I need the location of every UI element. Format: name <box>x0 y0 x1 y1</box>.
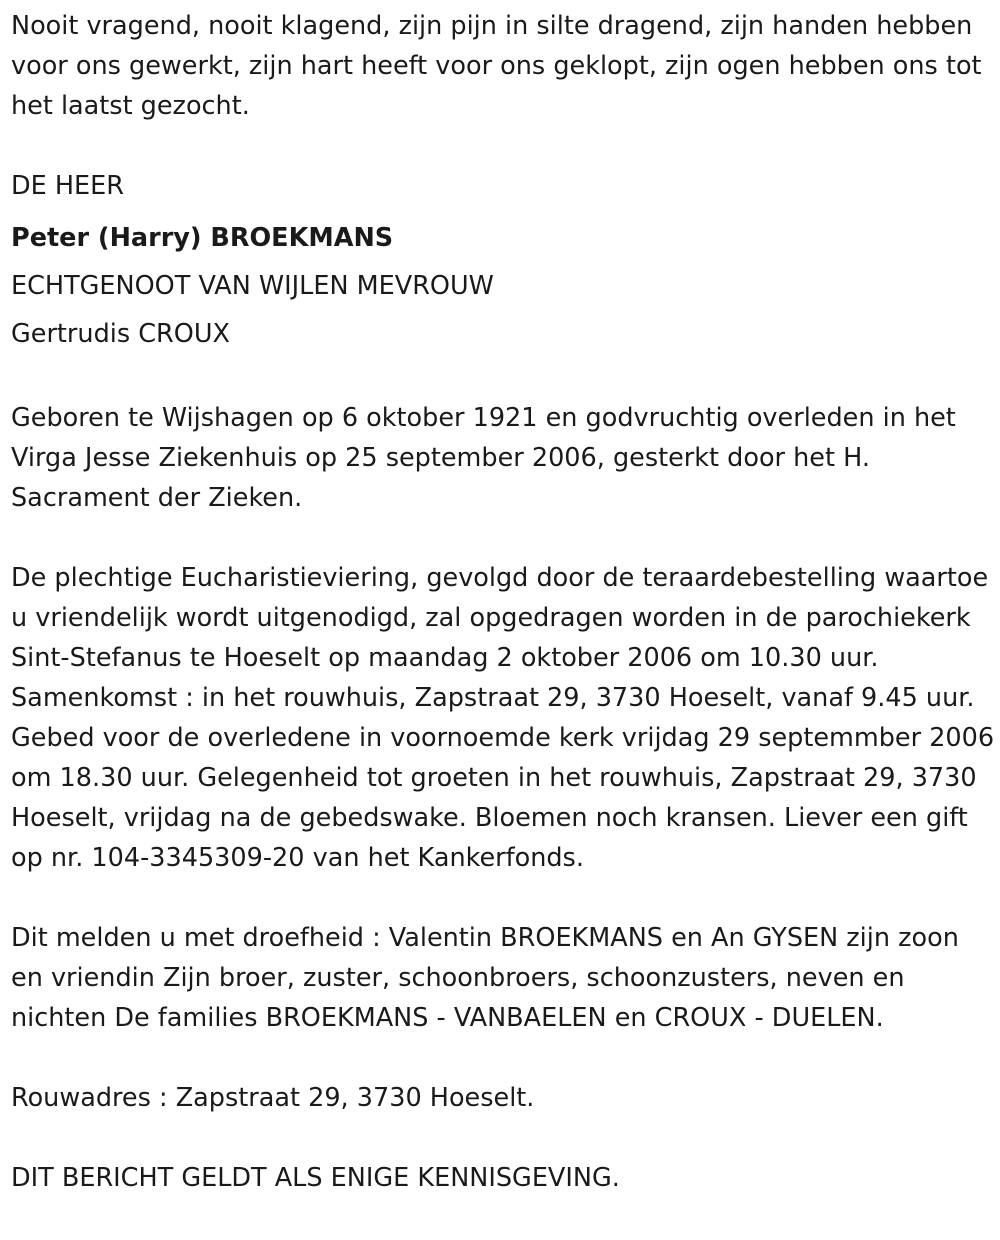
intro-poem: Nooit vragend, nooit klagend, zijn pijn in silte dragend, zijn handen hebben voor ons gewerkt, zijn hart heeft voor ons geklopt, zijn ogen hebben ons tot het laatst gezocht. <box>11 11 982 121</box>
deceased-name: Peter (Harry) BROEKMANS <box>11 223 394 253</box>
honorific: DE HEER <box>11 171 124 201</box>
relation-line: ECHTGENOOT VAN WIJLEN MEVROUW <box>11 271 494 301</box>
birth-death-paragraph: Geboren te Wijshagen op 6 oktober 1921 en godvruchtig overleden in het Virga Jesse Ziekenhuis op 25 september 2006, gesterkt door het H. Sacrament der Zieken. <box>11 403 956 513</box>
notice-line: DIT BERICHT GELDT ALS ENIGE KENNISGEVING. <box>11 1163 620 1193</box>
mourning-address: Rouwadres : Zapstraat 29, 3730 Hoeselt. <box>11 1083 535 1113</box>
spouse-name: Gertrudis CROUX <box>11 319 230 349</box>
ceremony-paragraph: De plechtige Eucharistieviering, gevolgd door de teraardebestelling waartoe u vriendelijk wordt uitgenodigd, zal opgedragen worden in de parochiekerk Sint-Stefanus te Hoeselt op maandag 2 oktober 2006 om 10.30 uur. Samenkomst : in het rouwhuis, Zapstraat 29, 3730 Hoeselt, vanaf 9.45 uur. Gebed voor de overledene in voornoemde kerk vrijdag 29 septemmber 2006 om 18.30 uur. Gelegenheid tot groeten in het rouwhuis, Zapstraat 29, 3730 Hoeselt, vrijdag na de gebedswake. Bloemen noch kransen. Liever een gift op nr. 104-3345309-20 van het Kankerfonds. <box>11 563 995 873</box>
family-paragraph: Dit melden u met droefheid : Valentin BROEKMANS en An GYSEN zijn zoon en vriendin Zijn broer, zuster, schoonbroers, schoonzusters, neven en nichten De families BROEKMANS - VANBAELEN en CROUX - DUELEN. <box>11 923 959 1033</box>
obituary-document <box>11 6 996 1198</box>
deceased-heading <box>11 166 996 358</box>
